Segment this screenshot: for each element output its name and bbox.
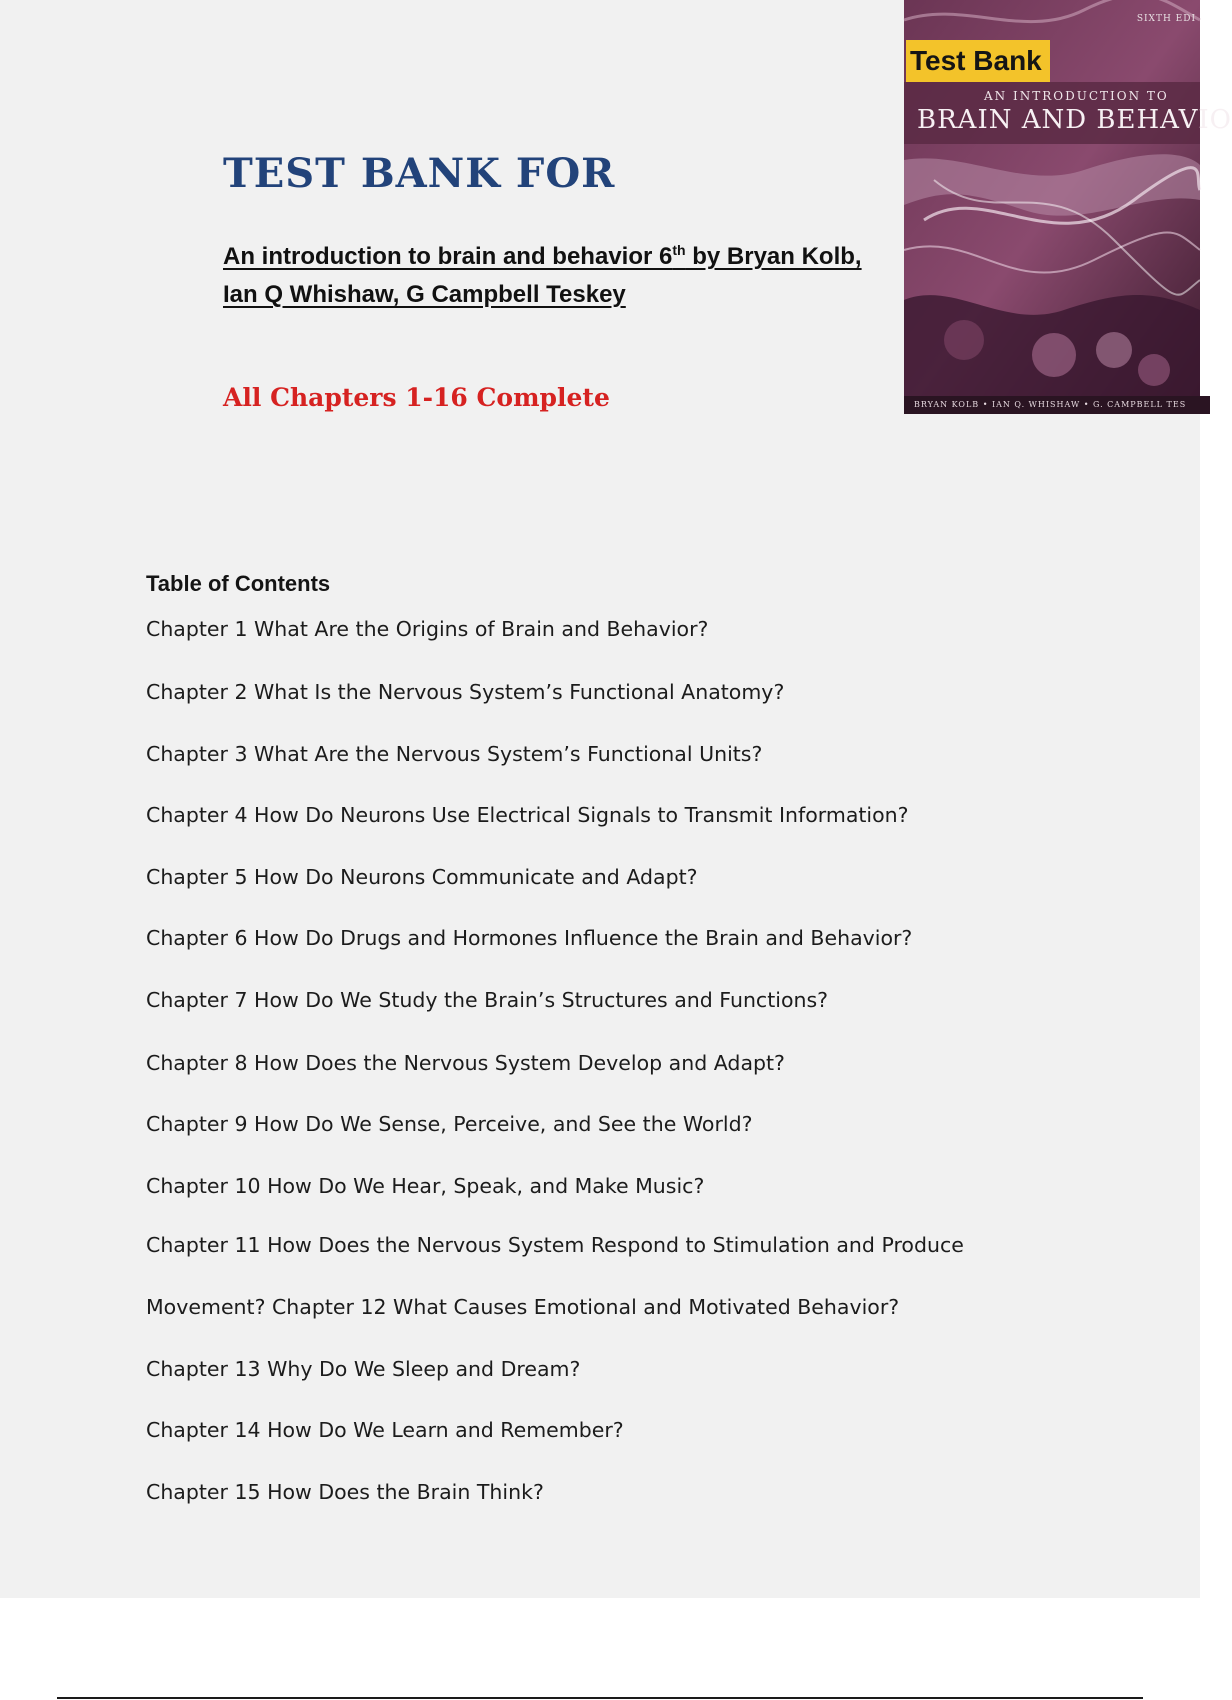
toc-heading: Table of Contents [146, 571, 331, 596]
cover-edition-label: SIXTH EDI [1136, 14, 1196, 24]
subtitle-text-start: An introduction to brain and behavior 6 [223, 243, 673, 270]
page-footer-area [0, 1598, 1200, 1700]
document-title: TEST BANK FOR [223, 150, 616, 197]
cover-intro-text: AN INTRODUCTION TO [984, 89, 1169, 103]
test-bank-badge: Test Bank [906, 40, 1050, 82]
edition-superscript: th [672, 242, 686, 258]
toc-item-chapter-6: Chapter 6 How Do Drugs and Hormones Influence the Brain and Behavior? [146, 926, 913, 950]
footer-divider [57, 1697, 1143, 1699]
toc-item-chapter-5: Chapter 5 How Do Neurons Communicate and Adapt? [146, 865, 698, 889]
toc-item-chapter-2: Chapter 2 What Is the Nervous System’s Functional Anatomy? [146, 680, 785, 704]
toc-item-chapter-4: Chapter 4 How Do Neurons Use Electrical Signals to Transmit Information? [146, 803, 909, 827]
toc-item-chapter-15: Chapter 15 How Does the Brain Think? [146, 1480, 544, 1504]
toc-item-chapter-1: Chapter 1 What Are the Origins of Brain and Behavior? [146, 617, 709, 641]
toc-item-chapter-11: Chapter 11 How Does the Nervous System Respond to Stimulation and Produce [146, 1233, 964, 1257]
cover-title-text: BRAIN AND BEHAVIO [917, 105, 1232, 135]
toc-item-chapter-14: Chapter 14 How Do We Learn and Remember? [146, 1418, 624, 1442]
toc-item-chapter-7: Chapter 7 How Do We Study the Brain’s Structures and Functions? [146, 988, 829, 1012]
toc-item-chapter-3: Chapter 3 What Are the Nervous System’s Functional Units? [146, 742, 763, 766]
book-cover-image [904, 0, 1232, 414]
cover-authors-strip: BRYAN KOLB • IAN Q. WHISHAW • G. CAMPBELL TES [904, 396, 1210, 414]
subtitle-text-end: by Bryan Kolb, Ian Q Whishaw, G Campbell Teskey [223, 243, 862, 308]
toc-item-chapter-8: Chapter 8 How Does the Nervous System Develop and Adapt? [146, 1051, 785, 1075]
toc-item-chapter-10: Chapter 10 How Do We Hear, Speak, and Make Music? [146, 1174, 705, 1198]
chapters-complete-note: All Chapters 1-16 Complete [223, 383, 610, 412]
toc-item-chapter-11-12: Movement? Chapter 12 What Causes Emotional and Motivated Behavior? [146, 1295, 900, 1319]
book-title-subtitle [223, 238, 893, 314]
toc-item-chapter-13: Chapter 13 Why Do We Sleep and Dream? [146, 1357, 581, 1381]
toc-item-chapter-9: Chapter 9 How Do We Sense, Perceive, and See the World? [146, 1112, 753, 1136]
